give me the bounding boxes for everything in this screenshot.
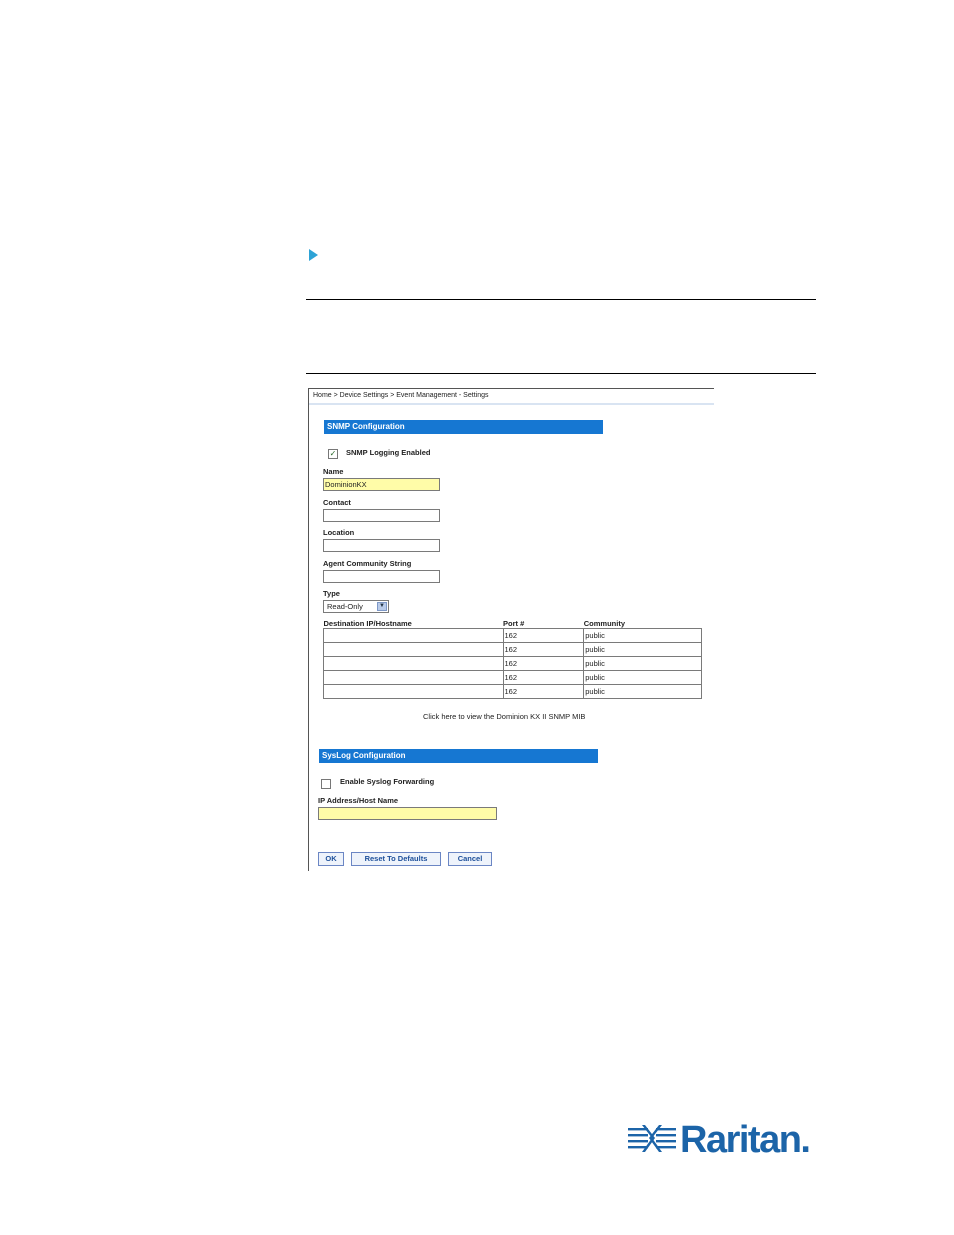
table-row <box>324 671 702 685</box>
snmp-mib-link[interactable]: Click here to view the Dominion KX II SNMP MIB <box>423 712 586 721</box>
note-bottom-rule <box>306 373 816 374</box>
name-input[interactable]: DominionKX <box>323 478 440 491</box>
section-bullet-arrow-icon <box>309 249 318 261</box>
note-top-rule <box>306 299 816 300</box>
event-management-screenshot <box>308 388 714 871</box>
port-input[interactable]: 162 <box>503 643 584 657</box>
raritan-logo-text: Raritan. <box>680 1119 810 1161</box>
community-input[interactable]: public <box>584 643 702 657</box>
syslog-forwarding-label: Enable Syslog Forwarding <box>340 777 435 786</box>
table-row <box>324 657 702 671</box>
chevron-down-icon[interactable]: ▼ <box>377 602 387 611</box>
trap-destinations-table <box>323 619 702 699</box>
community-input[interactable]: public <box>584 629 702 643</box>
raritan-logo-icon <box>628 1124 676 1156</box>
contact-label: Contact <box>323 498 351 507</box>
breadcrumb-divider <box>309 403 714 405</box>
location-label: Location <box>323 528 355 537</box>
community-column-header: Community <box>583 619 625 628</box>
port-input[interactable]: 162 <box>503 685 584 699</box>
community-string-label: Agent Community String <box>323 559 412 568</box>
type-select[interactable] <box>323 600 389 613</box>
check-icon: ✓ <box>329 449 337 458</box>
contact-input[interactable] <box>323 509 440 522</box>
table-header-row <box>324 619 702 629</box>
dest-input[interactable] <box>324 671 504 685</box>
dest-input[interactable] <box>324 657 504 671</box>
dest-input[interactable] <box>324 629 504 643</box>
snmp-config-header: SNMP Configuration <box>324 420 603 434</box>
syslog-config-header: SysLog Configuration <box>319 749 598 763</box>
ip-address-label: IP Address/Host Name <box>318 796 399 805</box>
port-input[interactable]: 162 <box>503 657 584 671</box>
dest-input[interactable] <box>324 685 504 699</box>
snmp-logging-label: SNMP Logging Enabled <box>346 448 431 457</box>
cancel-button[interactable]: Cancel <box>448 852 492 866</box>
community-string-input[interactable] <box>323 570 440 583</box>
ok-button[interactable]: OK <box>318 852 344 866</box>
community-input[interactable]: public <box>584 685 702 699</box>
snmp-logging-checkbox[interactable] <box>328 449 338 459</box>
type-select-value: Read-Only <box>327 602 363 611</box>
port-input[interactable]: 162 <box>503 629 584 643</box>
table-row <box>324 685 702 699</box>
type-label: Type <box>323 589 340 598</box>
table-row <box>324 643 702 657</box>
ip-address-input[interactable] <box>318 807 497 820</box>
port-column-header: Port # <box>503 619 525 628</box>
location-input[interactable] <box>323 539 440 552</box>
dest-input[interactable] <box>324 643 504 657</box>
community-input[interactable]: public <box>584 671 702 685</box>
port-input[interactable]: 162 <box>503 671 584 685</box>
community-input[interactable]: public <box>584 657 702 671</box>
table-row <box>324 629 702 643</box>
dest-column-header: Destination IP/Hostname <box>323 619 412 628</box>
syslog-forwarding-checkbox[interactable] <box>321 779 331 789</box>
breadcrumb[interactable]: Home > Device Settings > Event Management - Settings <box>313 392 489 399</box>
name-label: Name <box>323 467 344 476</box>
reset-to-defaults-button[interactable]: Reset To Defaults <box>351 852 441 866</box>
